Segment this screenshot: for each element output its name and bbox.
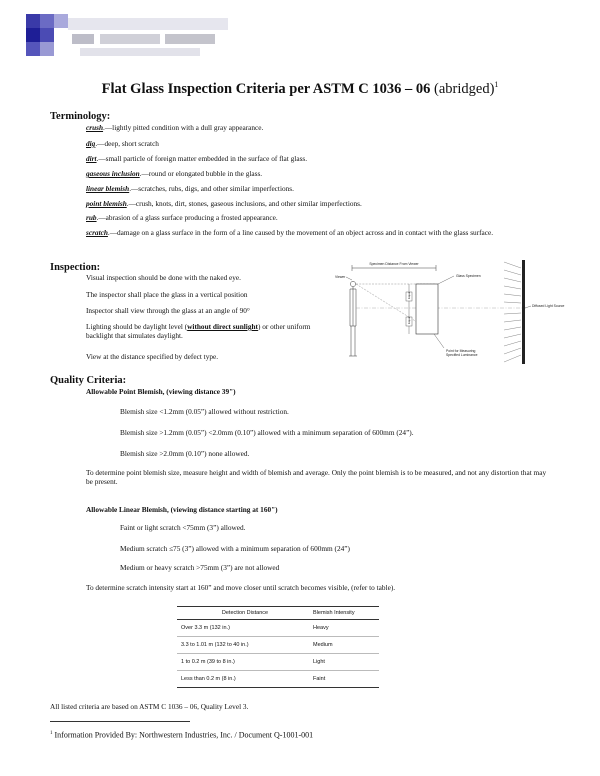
diagram-glass-label: Glass Specimen bbox=[456, 274, 481, 278]
term-point-blemish: point blemish.—crush, knots, dirt, stones, gaseous inclusions, and other similar imperfections. bbox=[86, 199, 362, 208]
table-row bbox=[177, 620, 379, 637]
table-cell: Over 3.3 m (132 in.) bbox=[177, 620, 309, 637]
inspection-diagram bbox=[326, 256, 565, 370]
criteria-note: All listed criteria are based on ASTM C 1036 – 06, Quality Level 3. bbox=[50, 702, 249, 711]
quality-heading: Quality Criteria: bbox=[50, 375, 127, 386]
table-cell: Light bbox=[309, 654, 379, 671]
table-cell: Faint bbox=[309, 671, 379, 688]
table-header: Detection Distance bbox=[177, 607, 309, 620]
footnote-divider bbox=[50, 721, 190, 722]
term-gaseous-inclusion: gaseous inclusion.—round or elongated bubble in the glass. bbox=[86, 169, 263, 178]
inspection-lighting: Lighting should be daylight level (without direct sunlight) or other uniform backlight that simulates daylight. bbox=[86, 322, 311, 340]
diagram-equal-top: Equal bbox=[407, 291, 411, 299]
detection-table bbox=[177, 606, 379, 688]
light-rays bbox=[504, 262, 521, 362]
point-note: To determine point blemish size, measure height and width of blemish and average. Only the point blemish is to be measured, and not any distortion that may be present. bbox=[86, 468, 547, 486]
table-header: Blemish Intensity bbox=[309, 607, 379, 620]
terminology-heading: Terminology: bbox=[50, 111, 111, 122]
inspection-heading: Inspection: bbox=[50, 262, 101, 273]
table-row bbox=[177, 637, 379, 654]
linear-item-3: Medium or heavy scratch >75mm (3”) are not allowed bbox=[120, 563, 280, 572]
inspection-view: View at the distance specified by defect type. bbox=[86, 352, 219, 361]
diagram-top-label: Specimen Distance From Viewer bbox=[369, 262, 419, 266]
footnote: $^1$ Information Provided By: Northwestern Industries, Inc. / Document Q-1001-001 bbox=[50, 730, 314, 740]
table-cell: 1 to 0.2 m (39 to 8 in.) bbox=[177, 654, 309, 671]
term-rub: rub.—abrasion of a glass surface producing a frosted appearance. bbox=[86, 213, 278, 222]
linear-note: To determine scratch intensity start at 160” and move closer until scratch becomes visible, (refer to table). bbox=[86, 583, 396, 592]
inspection-line-3: Inspector shall view through the glass at an angle of 90° bbox=[86, 306, 250, 315]
page-title bbox=[0, 80, 600, 98]
point-item-3: Blemish size >2.0mm (0.10”) none allowed. bbox=[120, 449, 250, 458]
term-dirt: dirt.—small particle of foreign matter embedded in the surface of flat glass. bbox=[86, 154, 308, 163]
linear-item-1: Faint or light scratch <75mm (3”) allowed. bbox=[120, 523, 246, 532]
term-linear-blemish: linear blemish.—scratches, rubs, digs, and other similar imperfections. bbox=[86, 184, 294, 193]
table-row bbox=[177, 671, 379, 688]
title-footnote-mark: 1 bbox=[494, 80, 499, 89]
table-cell: Heavy bbox=[309, 620, 379, 637]
table-cell: Less than 0.2 m (8 in.) bbox=[177, 671, 309, 688]
title-text: Flat Glass Inspection Criteria per ASTM C 1036 – 06 bbox=[101, 80, 431, 97]
glass-specimen-shape bbox=[416, 284, 438, 334]
inspection-line-2: The inspector shall place the glass in a vertical position bbox=[86, 290, 248, 299]
table-header-row bbox=[177, 607, 379, 620]
linear-item-2: Medium scratch ≤75 (3”) allowed with a minimum separation of 600mm (24”) bbox=[120, 544, 350, 553]
diagram-point-label-2: Specified Luminance bbox=[446, 353, 478, 357]
diagram-viewer-label: Viewer bbox=[335, 275, 346, 279]
company-logo bbox=[0, 0, 240, 62]
title-abridged: (abridged) bbox=[434, 80, 495, 97]
table-cell: 3.3 to 1.01 m (132 to 40 in.) bbox=[177, 637, 309, 654]
light-source-panel bbox=[522, 260, 525, 364]
diagram-equal-bottom: Equal bbox=[407, 316, 411, 324]
term-scratch: scratch.—damage on a glass surface in the form of a line caused by the movement of an object across and in contact with the glass surface. bbox=[86, 228, 494, 237]
term-crush: crush.—lightly pitted condition with a dull gray appearance. bbox=[86, 123, 264, 132]
point-item-2: Blemish size >1.2mm (0.05”) <2.0mm (0.10”) allowed with a minimum separation of 600mm (24”). bbox=[120, 428, 414, 437]
table-cell: Medium bbox=[309, 637, 379, 654]
term-dig: dig.—deep, short scratch bbox=[86, 139, 159, 148]
diagram-light-label: Diffused Light Source bbox=[532, 304, 565, 308]
viewer-figure-icon bbox=[349, 281, 357, 356]
linear-blemish-heading: Allowable Linear Blemish, (viewing distance starting at 160") bbox=[86, 505, 278, 514]
point-blemish-heading: Allowable Point Blemish, (viewing distance 39") bbox=[86, 387, 236, 396]
inspection-line-1: Visual inspection should be done with the naked eye. bbox=[86, 273, 241, 282]
table-row bbox=[177, 654, 379, 671]
diagram-point-label-1: Point for Measuring bbox=[446, 349, 476, 353]
point-item-1: Blemish size <1.2mm (0.05”) allowed without restriction. bbox=[120, 407, 289, 416]
